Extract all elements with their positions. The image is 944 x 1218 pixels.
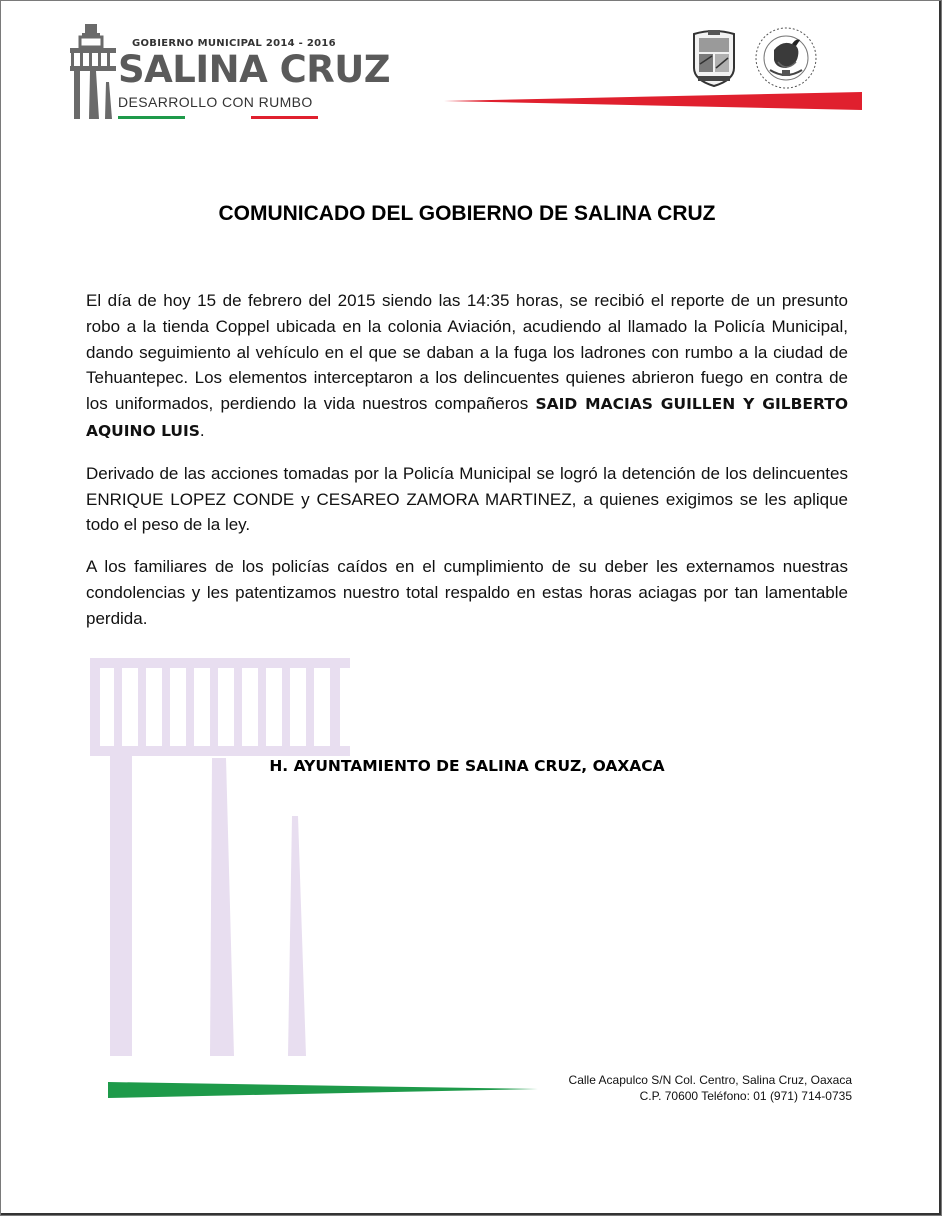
paragraph-incident-end: .: [199, 420, 205, 440]
lighthouse-icon: [68, 22, 118, 120]
city-name-logotype: SALINA CRUZ: [118, 48, 391, 91]
salina-cruz-logo: [68, 22, 391, 122]
footer-address: [520, 1072, 852, 1104]
address-line-1: Calle Acapulco S/N Col. Centro, Salina Cruz, Oaxaca: [568, 1073, 852, 1087]
paragraph-incident: [86, 288, 848, 445]
mexican-eagle-seal-icon: [752, 26, 820, 90]
paragraph-condolences: A los familiares de los policías caídos en el cumplimiento de su deber les externamos nuestras condolencias y les patentizamos nuestro total respaldo en estas horas aciagas por tan lamentable perdida.: [86, 557, 848, 628]
green-footer-stripe: [108, 1080, 538, 1098]
paragraph-detention: Derivado de las acciones tomadas por la Policía Municipal se logró la detención de los delincuentes ENRIQUE LOPEZ CONDE y CESAREO ZAMORA MARTINEZ, a quienes exigimos se les aplique todo el peso de la ley.: [86, 463, 848, 535]
document-title: COMUNICADO DEL GOBIERNO DE SALINA CRUZ: [218, 202, 716, 225]
paragraph-incident-text: El día de hoy 15 de febrero del 2015 siendo las 14:35 horas, se recibió el reporte de un presunto robo a la tienda Coppel ubicada en la colonia Aviación, acudiendo al llamado la Policía Municipal, dando seguimiento al vehículo en el que se daban a la fuga los ladrones con rumbo a la ciudad de Tehuantepec. Los elementos interceptaron a los delincuentes quienes abrieron fuego en contra de los uniformados, perdiendo la vida nuestros compañeros: [86, 291, 848, 414]
tricolor-bar: [118, 116, 318, 119]
government-period-label: GOBIERNO MUNICIPAL 2014 - 2016: [132, 38, 336, 49]
municipal-coat-of-arms-icon: [690, 28, 738, 88]
slogan: DESARROLLO CON RUMBO: [118, 94, 313, 110]
red-header-stripe: [444, 92, 862, 110]
signature-line: H. AYUNTAMIENTO DE SALINA CRUZ, OAXACA: [269, 757, 665, 775]
document-body: [86, 288, 848, 648]
address-line-2: C.P. 70600 Teléfono: 01 (971) 714-0735: [639, 1089, 852, 1103]
fallen-officers-names: SAID MACIAS GUILLEN Y GILBERTO AQUINO LUIS: [86, 395, 848, 440]
lighthouse-watermark-icon: [84, 646, 374, 1066]
